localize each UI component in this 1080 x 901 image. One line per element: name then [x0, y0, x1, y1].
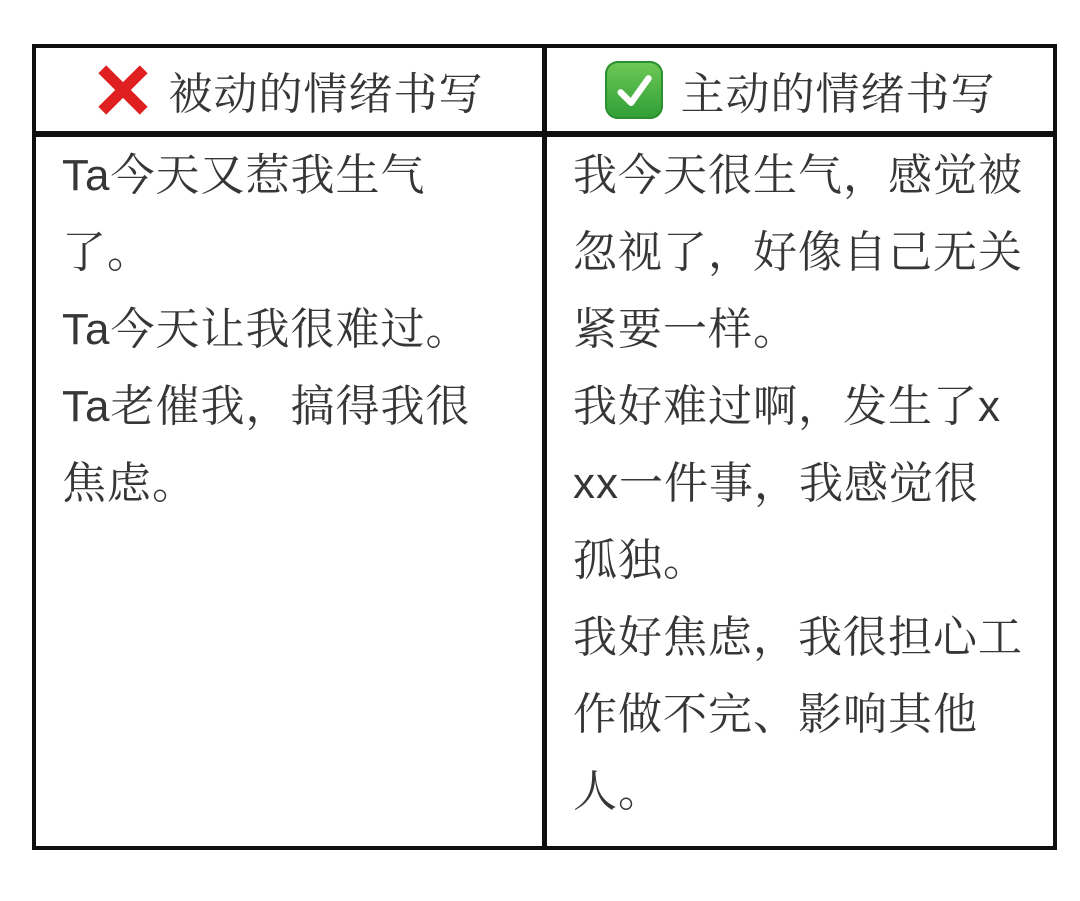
text-line: 我好难过啊，发生了x	[573, 382, 1001, 431]
text-line: 忽视了，好像自己无关	[573, 228, 1023, 277]
column-body-passive	[36, 137, 542, 846]
cross-mark-icon	[95, 62, 151, 118]
text-line: 了。	[62, 228, 152, 277]
text-line: 焦虑。	[62, 459, 197, 508]
check-mark-icon	[605, 61, 663, 119]
text-line: Ta今天让我很难过。	[62, 305, 471, 354]
column-header-label-passive: 被动的情绪书写	[168, 69, 484, 119]
text-line: 我今天很生气，感觉被	[573, 151, 1023, 200]
text-line: Ta老催我，搞得我很	[62, 382, 471, 431]
emotion-writing-comparison-table	[32, 44, 1057, 850]
text-line: 作做不完、影响其他	[573, 690, 978, 739]
column-header-active	[547, 48, 1053, 137]
text-line: xx一件事，我感觉很	[573, 459, 979, 508]
text-line: 紧要一样。	[573, 305, 798, 354]
text-line: Ta今天又惹我生气	[62, 151, 426, 200]
column-active	[547, 48, 1053, 846]
text-line: 人。	[573, 767, 663, 816]
column-header-label-active: 主动的情绪书写	[680, 69, 996, 119]
column-body-active	[547, 137, 1053, 846]
column-header-passive	[36, 48, 542, 137]
text-line: 孤独。	[573, 536, 708, 585]
text-line: 我好焦虑，我很担心工	[573, 613, 1023, 662]
column-passive	[36, 48, 547, 846]
